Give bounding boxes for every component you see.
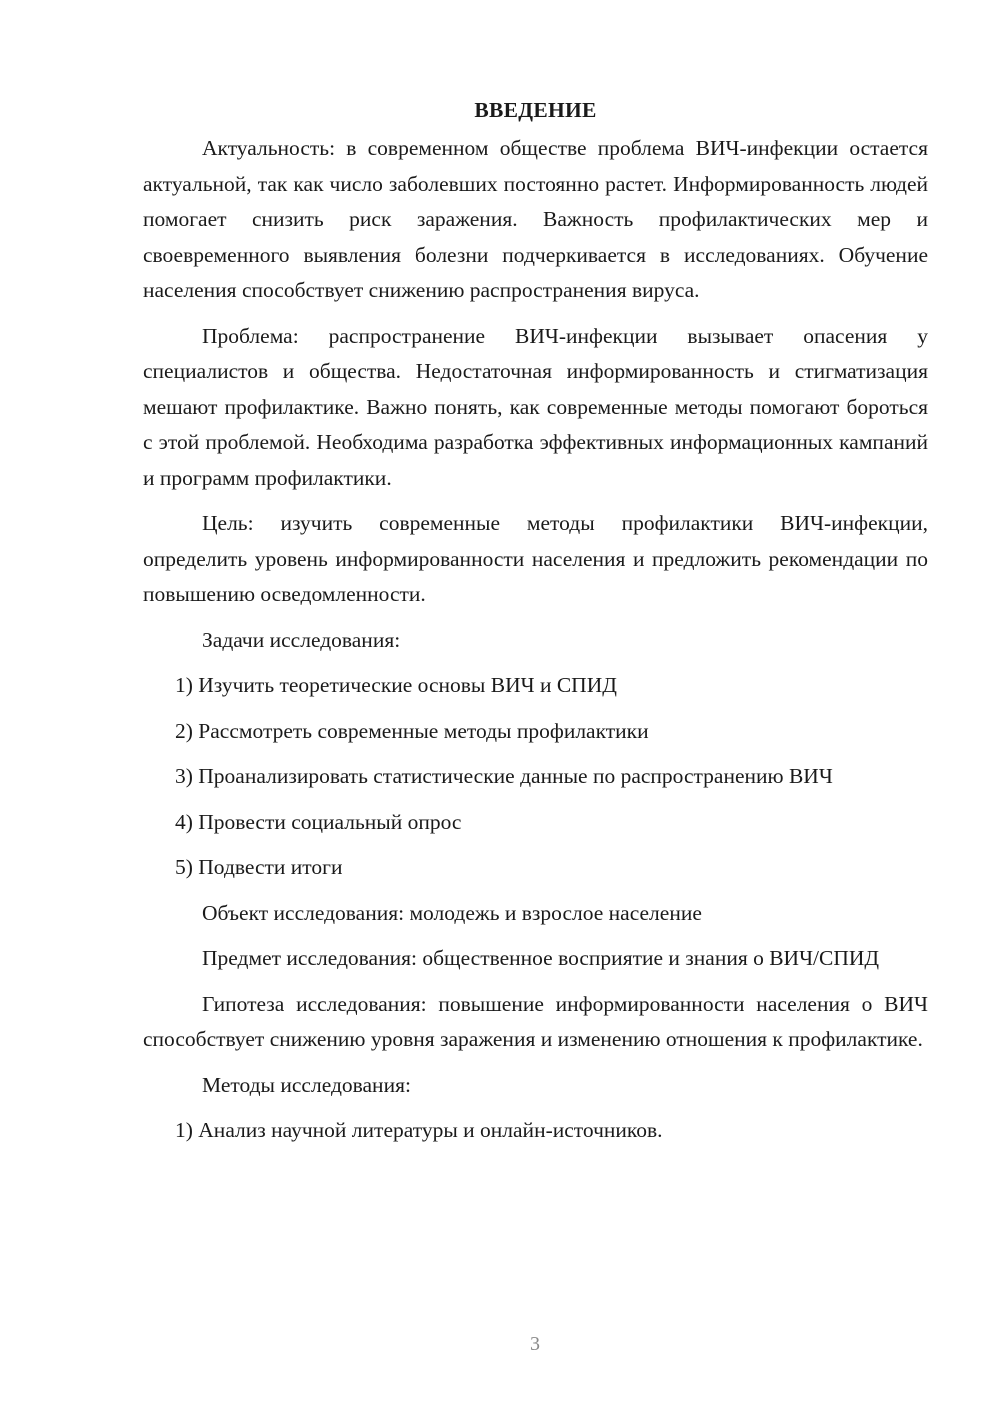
hypothesis-paragraph: Гипотеза исследования: повышение информированности населения о ВИЧ способствует снижению уровня заражения и изменению отношения к профилактике. (143, 991, 928, 1051)
tasks-label: Задачи исследования: (202, 627, 401, 652)
task-item: 2) Рассмотреть современные методы профилактики (175, 718, 649, 743)
task-item: 4) Провести социальный опрос (175, 809, 462, 834)
task-item: 3) Проанализировать статистические данные по распространению ВИЧ (175, 764, 833, 788)
task-item: 5) Подвести итоги (175, 855, 343, 879)
section-title: ВВЕДЕНИЕ (474, 98, 597, 122)
method-item: 1) Анализ научной литературы и онлайн-источников. (175, 1118, 663, 1142)
page-number: 3 (530, 1333, 540, 1355)
problem-paragraph: Проблема: распространение ВИЧ-инфекции вызывает опасения у специалистов и общества. Недостаточная информированность и стигматизация мешают профилактике. Важно понять, как современные методы помогают бороться с этой проблемой. Необходима разработка эффективных информационных кампаний и программ профилактики. (143, 323, 928, 490)
task-item: 1) Изучить теоретические основы ВИЧ и СПИД (175, 673, 617, 697)
methods-label: Методы исследования: (202, 1072, 411, 1097)
document-page (143, 92, 928, 1159)
relevance-paragraph: Актуальность: в современном обществе проблема ВИЧ-инфекции остается актуальной, так как число заболевших постоянно растет. Информированность людей помогает снизить риск заражения. Важность профилактических мер и своевременного выявления болезни подчеркивается в исследованиях. Обучение населения способствует снижению распространения вируса. (143, 136, 928, 302)
goal-paragraph: Цель: изучить современные методы профилактики ВИЧ-инфекции, определить уровень информированности населения и предложить рекомендации по повышению осведомленности. (143, 511, 928, 606)
object-paragraph: Объект исследования: молодежь и взрослое население (202, 900, 702, 925)
subject-paragraph: Предмет исследования: общественное восприятие и знания о ВИЧ/СПИД (202, 946, 880, 970)
